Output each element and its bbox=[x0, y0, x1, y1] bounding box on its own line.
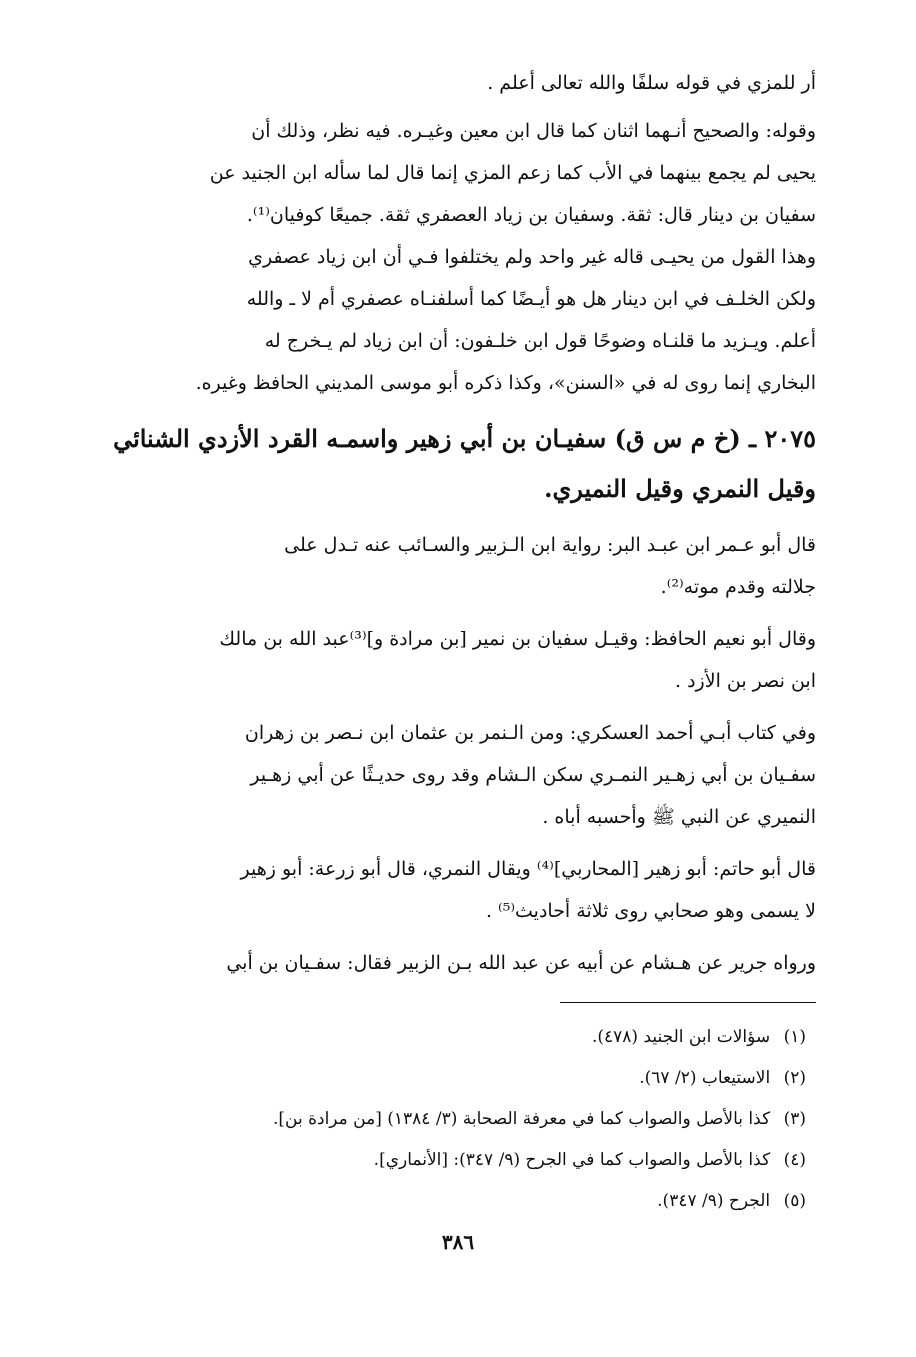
footnote-item bbox=[104, 1017, 816, 1058]
text-line: ولكن الخلـف في ابن دينار هل هو أيـضًا كما أسلفنـاه عصفري أم لا ـ والله bbox=[246, 288, 816, 310]
footnote-text: كذا بالأصل والصواب كما في الجرح (٩/ ٣٤٧): [الأنماري]. bbox=[373, 1150, 771, 1170]
entry-heading bbox=[104, 414, 816, 514]
text-line: قال أبو حاتم: أبو زهير [المحاربي]⁽⁴⁾ ويقال النمري، قال أبو زرعة: أبو زهير bbox=[240, 858, 816, 880]
text-line: النميري عن النبي ﷺ وأحسبه أباه . bbox=[542, 806, 816, 828]
heading-line: ٢٠٧٥ ـ (خ م س ق) سفيـان بن أبي زهير واسمـه القرد الأزدي الشنائي bbox=[113, 424, 816, 453]
footnotes bbox=[104, 1017, 816, 1222]
footnote-number: (٢) bbox=[783, 1068, 806, 1088]
footnote-number: (٥) bbox=[783, 1191, 806, 1211]
paragraph-1 bbox=[104, 110, 816, 404]
text-line: ورواه جرير عن هـشام عن أبيه عن عبد الله بـن الزبير فقال: سفـيان بن أبي bbox=[226, 952, 816, 974]
text-line: وقال أبو نعيم الحافظ: وقيـل سفيان بن نمير [بن مرادة و]⁽³⁾عبد الله بن مالك bbox=[219, 628, 816, 650]
text-line: وفي كتاب أبـي أحمد العسكري: ومن الـنمر بن عثمان ابن نـصر بن زهران bbox=[244, 722, 816, 744]
intro-paragraph bbox=[104, 62, 816, 104]
text-line: سفـيان بن أبي زهـير النمـري سكن الـشام وقد روى حديـثًا عن أبي زهـير bbox=[250, 764, 816, 786]
paragraph-3 bbox=[104, 618, 816, 702]
footnote-item bbox=[104, 1140, 816, 1181]
page-body bbox=[104, 62, 816, 1222]
footnote-item bbox=[104, 1181, 816, 1222]
footnote-item bbox=[104, 1058, 816, 1099]
text-line: وقوله: والصحيح أنـهما اثنان كما قال ابن معين وغيـره. فيه نظر، وذلك أن bbox=[251, 120, 816, 142]
footnote-number: (٤) bbox=[783, 1150, 806, 1170]
text-line: يحيى لم يجمع بينهما في الأب كما زعم المزي إنما قال لما سأله ابن الجنيد عن bbox=[209, 162, 816, 184]
text-line: لا يسمى وهو صحابي روى ثلاثة أحاديث⁽⁵⁾ . bbox=[485, 900, 816, 922]
footnote-text: الاستيعاب (٢/ ٦٧). bbox=[639, 1068, 771, 1088]
footnote-text: سؤالات ابن الجنيد (٤٧٨). bbox=[591, 1027, 771, 1047]
paragraph-4 bbox=[104, 712, 816, 838]
paragraph-5 bbox=[104, 848, 816, 932]
paragraph-6 bbox=[104, 942, 816, 984]
text-line: البخاري إنما روى له في «السنن»، وكذا ذكره أبو موسى المديني الحافظ وغيره. bbox=[195, 372, 816, 394]
footnote-text: كذا بالأصل والصواب كما في معرفة الصحابة (٣/ ١٣٨٤) [من مرادة بن]. bbox=[272, 1109, 771, 1129]
text-line: ابن نصر بن الأزد . bbox=[675, 670, 816, 692]
page-number: ٣٨٦ bbox=[441, 1230, 475, 1254]
footnote-number: (٣) bbox=[783, 1109, 806, 1129]
paragraph-2 bbox=[104, 524, 816, 608]
footnote-number: (١) bbox=[783, 1027, 806, 1047]
heading-line: وقيل النمري وقيل النميري. bbox=[544, 474, 816, 503]
text-line: قال أبو عـمر ابن عبـد البر: رواية ابن الـزبير والسـائب عنه تـدل على bbox=[284, 534, 816, 556]
text-line: وهذا القول من يحيـى قاله غير واحد ولم يختلفوا فـي أن ابن زياد عصفري bbox=[248, 246, 816, 268]
text-line: أر للمزي في قوله سلفًا والله تعالى أعلم . bbox=[487, 72, 816, 94]
footnote-text: الجرح (٩/ ٣٤٧). bbox=[657, 1191, 771, 1211]
text-line: سفيان بن دينار قال: ثقة. وسفيان بن زياد العصفري ثقة. جميعًا كوفيان⁽¹⁾. bbox=[246, 204, 816, 226]
text-line: جلالته وقدم موته⁽²⁾. bbox=[660, 576, 816, 598]
footnote-separator bbox=[560, 1002, 816, 1003]
footnote-item bbox=[104, 1099, 816, 1140]
text-line: أعلم. ويـزيد ما قلنـاه وضوحًا قول ابن خلـفون: أن ابن زياد لم يـخرج له bbox=[264, 330, 816, 352]
